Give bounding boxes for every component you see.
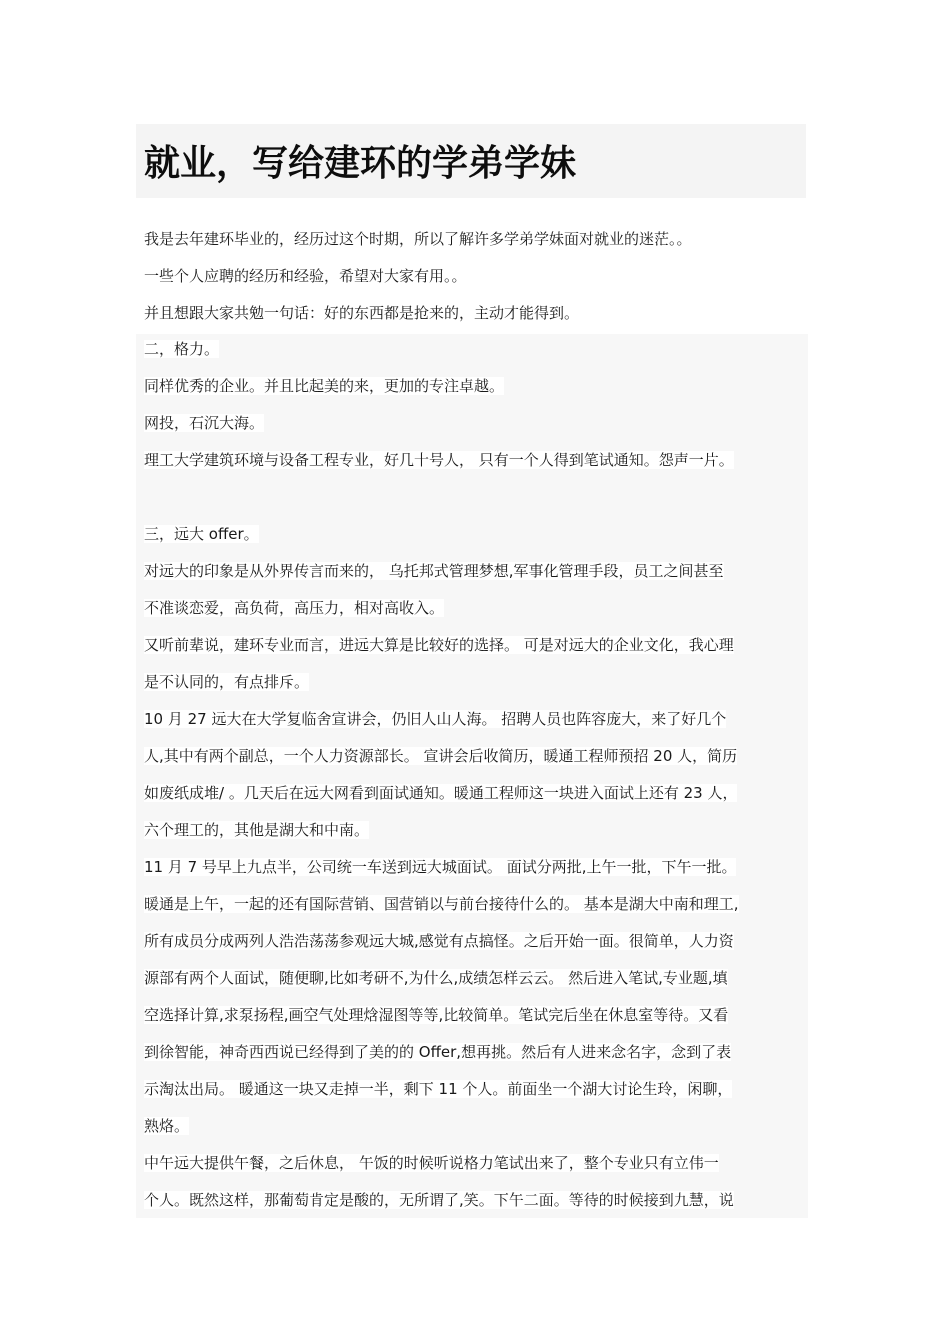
intro-line: 并且想跟大家共勉一句话：好的东西都是抢来的，主动才能得到。 — [144, 304, 580, 322]
section-heading-gree: 二，格力。 — [144, 340, 220, 358]
body-line: 人,其中有两个副总，一个人力资源部长。 宣讲会后收简历，暖通工程师预招 20 人，简历 — [144, 747, 738, 765]
document-title: 就业，写给建环的学弟学妹 — [144, 143, 577, 184]
body-line: 如废纸成堆/ 。几天后在远大网看到面试通知。暖通工程师这一块进入面试上还有 23 人， — [144, 784, 738, 802]
body-line: 所有成员分成两列人浩浩荡荡参观远大城,感觉有点搞怪。之后开始一面。很简单，人力资 — [144, 932, 734, 950]
blank-line — [144, 482, 808, 519]
body-content — [144, 334, 808, 1222]
intro-paragraph — [144, 224, 804, 335]
intro-line: 一些个人应聘的经历和经验，希望对大家有用。。 — [144, 267, 467, 285]
body-line: 熟烙。 — [144, 1117, 190, 1135]
body-line: 示淘汰出局。 暖通这一块又走掉一半，剩下 11 个人。前面坐一个湖大讨论生玲，闲聊， — [144, 1080, 733, 1098]
body-line: 不准谈恋爱，高负荷，高压力，相对高收入。 — [144, 599, 445, 617]
body-line: 六个理工的，其他是湖大和中南。 — [144, 821, 370, 839]
body-line: 个人。既然这样，那葡萄肯定是酸的，无所谓了,笑。下午二面。等待的时候接到九慧，说 — [144, 1191, 734, 1209]
body-line: 源部有两个人面试，随便聊,比如考研不,为什么,成绩怎样云云。 然后进入笔试,专业题,填 — [144, 969, 728, 987]
body-line: 同样优秀的企业。并且比起美的来，更加的专注卓越。 — [144, 377, 505, 395]
body-line: 暖通是上午，一起的还有国际营销、国营销以与前台接待什么的。 基本是湖大中南和理工, — [144, 895, 739, 913]
body-line: 是不认同的，有点排斥。 — [144, 673, 310, 691]
body-line: 网投，石沉大海。 — [144, 414, 265, 432]
intro-line: 我是去年建环毕业的，经历过这个时期，所以了解许多学弟学妹面对就业的迷茫。。 — [144, 230, 692, 248]
section-heading-broad: 三，远大 offer。 — [144, 525, 259, 543]
body-line: 又听前辈说，建环专业而言，进远大算是比较好的选择。 可是对远大的企业文化，我心理 — [144, 636, 734, 654]
body-line: 到徐智能，神奇西西说已经得到了美的的 Offer,想再挑。然后有人进来念名字，念到了表 — [144, 1043, 732, 1061]
body-line: 空选择计算,求泵扬程,画空气处理焓湿图等等,比较简单。笔试完后坐在休息室等待。又看 — [144, 1006, 729, 1024]
body-line: 10 月 27 远大在大学复临舍宣讲会，仍旧人山人海。 招聘人员也阵容庞大，来了好几个 — [144, 710, 727, 728]
body-line: 中午远大提供午餐，之后休息， 午饭的时候听说格力笔试出来了，整个专业只有立伟一 — [144, 1154, 719, 1172]
body-line: 理工大学建筑环境与设备工程专业，好几十号人， 只有一个人得到笔试通知。怨声一片。 — [144, 451, 734, 469]
body-line: 对远大的印象是从外界传言而来的， 乌托邦式管理梦想,军事化管理手段，员工之间甚至 — [144, 562, 724, 580]
body-line: 11 月 7 号早上九点半，公司统一车送到远大城面试。 面试分两批,上午一批，下午一批。 — [144, 858, 737, 876]
